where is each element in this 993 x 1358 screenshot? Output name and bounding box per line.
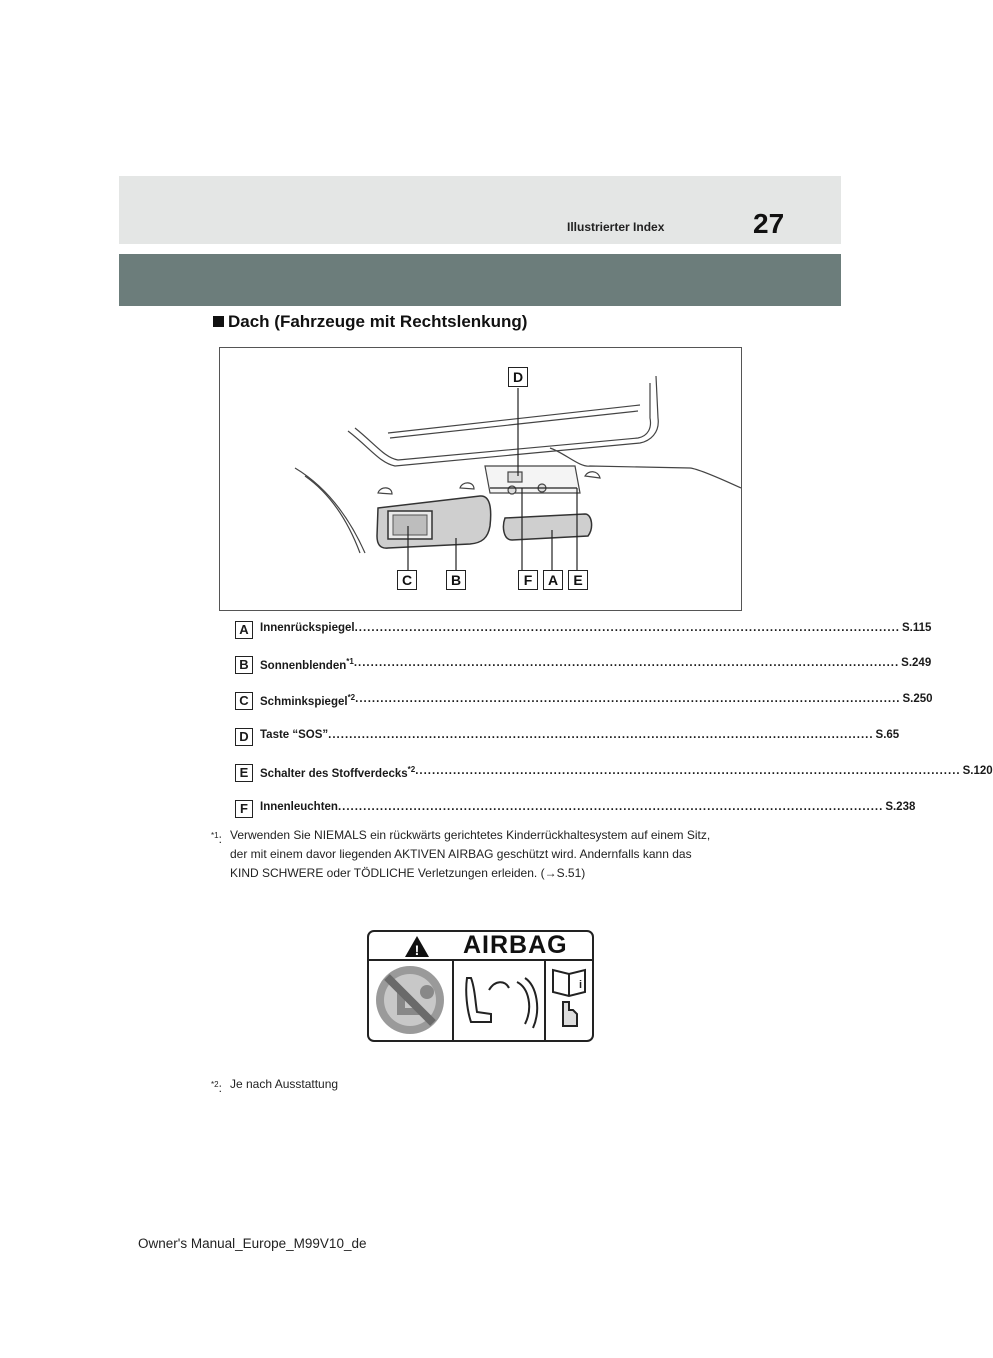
footnote-1-line-2: der mit einem davor liegenden AKTIVEN AIRBAG geschützt wird. Andernfalls kann das <box>230 847 692 861</box>
square-bullet-icon <box>213 316 224 327</box>
callout-f: F <box>518 570 538 590</box>
svg-text:!: ! <box>414 942 420 958</box>
header-section-title: Illustrierter Index <box>567 220 665 234</box>
index-row-a: A Innenrückspiegel .................................................................................................................................. S.115 <box>235 621 725 641</box>
index-page-ref[interactable]: S.250 <box>902 693 933 705</box>
index-letter: B <box>235 656 253 674</box>
index-row-f: F Innenleuchten .................................................................................................................................. S.238 <box>235 800 725 820</box>
roof-illustration <box>219 347 742 611</box>
callout-e: E <box>568 570 588 590</box>
airbag-warning-label <box>367 930 594 1042</box>
header-band <box>119 176 841 244</box>
index-page-ref[interactable]: S.249 <box>901 657 932 669</box>
page-number: 27 <box>753 208 785 239</box>
section-heading <box>213 312 527 332</box>
footnote-ref: *2 <box>407 765 416 774</box>
index-label: Sonnenblenden <box>260 659 347 672</box>
footnote-1-text <box>230 826 710 883</box>
footnote-1-line-1: Verwenden Sie NIEMALS ein rückwärts gerichtetes Kinderrückhaltesystem auf einem Sitz, <box>230 828 711 842</box>
footnote-1: $^{*1}$: <box>211 831 222 846</box>
index-row-d: D Taste “SOS” .................................................................................................................................. S.65 <box>235 728 725 748</box>
footer-text: Owner's Manual_Europe_M99V10_de <box>138 1236 367 1251</box>
airbag-label-title: AIRBAG <box>463 931 568 959</box>
index-letter: D <box>235 728 253 746</box>
title-bar <box>119 254 841 306</box>
index-letter: A <box>235 621 253 639</box>
index-row-c: C Schminkspiegel$^{*2}$ .................................................................................................................................. S.250 <box>235 692 725 712</box>
index-letter: F <box>235 800 253 818</box>
footnote-marker: *1 <box>211 831 219 840</box>
index-label: Schalter des Stoffverdecks <box>260 767 408 780</box>
section-heading-text: Dach (Fahrzeuge mit Rechtslenkung) <box>228 312 528 331</box>
footnote-2-text: Je nach Ausstattung <box>230 1077 339 1091</box>
index-label: Innenleuchten <box>260 801 338 813</box>
index-page-ref[interactable]: S.115 <box>901 622 932 634</box>
svg-text:i: i <box>579 979 583 991</box>
index-row-b: B Sonnenblenden$^{*1}$ .................................................................................................................................. S.249 <box>235 656 725 676</box>
callout-c: C <box>397 570 417 590</box>
index-label: Innenrückspiegel <box>260 622 355 634</box>
index-letter: C <box>235 692 253 710</box>
callout-d: D <box>508 367 528 387</box>
index-letter: E <box>235 764 253 782</box>
footnote-marker: *2 <box>211 1080 219 1089</box>
index-page-ref[interactable]: S.238 <box>885 801 916 813</box>
index-label: Schminkspiegel <box>260 695 348 708</box>
index-page-ref[interactable]: S.65 <box>875 729 900 741</box>
callout-a: A <box>543 570 563 590</box>
index-row-e: E Schalter des Stoffverdecks$^{*2}$ .................................................................................................................................. S.120 <box>235 764 725 784</box>
footnote-2: $^{*2}$: <box>211 1080 222 1095</box>
callout-b: B <box>446 570 466 590</box>
index-page-ref[interactable]: S.120 <box>962 765 993 777</box>
roof-drawing <box>220 348 741 610</box>
footnote-ref: *2 <box>347 693 356 702</box>
footnote-ref: *1 <box>346 657 354 666</box>
index-label: Taste “SOS” <box>260 729 329 741</box>
footnote-1-line-3: KIND SCHWERE oder TÖDLICHE Verletzungen erleiden. (→S.51) <box>230 866 586 880</box>
